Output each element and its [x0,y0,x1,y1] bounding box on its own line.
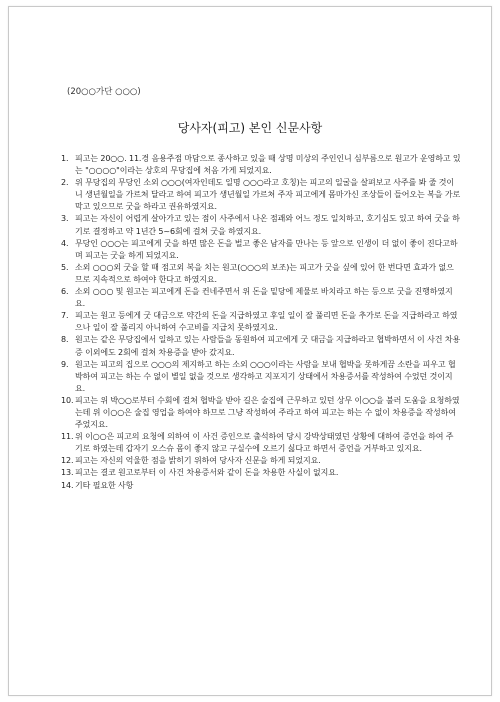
list-item [61,310,461,334]
item-text: 위 이○○은 피고의 요청에 의하여 이 사건 증인으로 출석하여 당시 강박상태였던 상황에 대하여 증언을 하여 주기로 하였는데 갑자기 오스슈 몸이 좋지 않고 구실수에 오르기 싫다고 하면서 증언을 거부하고 있지요. [75,432,454,454]
list-item [61,153,461,177]
item-text: 피고는 결코 원고로부터 이 사건 차용증서와 같이 돈을 차용한 사실이 없지요. [75,468,339,478]
item-number: 13. [61,468,74,478]
item-text: 소외 ○○○ 및 원고는 피고에게 돈을 컨네주면서 위 돈을 밑당에 제물로 바치라고 하는 등으로 굿을 진행하였지요. [75,287,453,309]
item-number: 2. [61,178,69,188]
item-number: 11. [61,432,74,442]
item-number: 1. [61,154,69,163]
item-number: 12. [61,456,74,466]
item-text: 피고는 위 박○○로부터 수회에 걸쳐 협박을 받아 길은 술집에 근무하고 있던 상무 이○○을 불러 도움을 요청하였는데 위 이○○은 술집 영업을 하여야 하므로 그냥 작성하여 주라고 하여 피고는 하는 수 없이 차용증을 작성하여 주었지요. [75,395,460,430]
item-text: 피고는 자신의 억울한 점을 밝히기 위하여 당사자 신문을 하게 되었지요. [75,456,321,466]
item-number: 10. [61,395,74,405]
list-item [61,480,461,492]
list-item [61,467,461,479]
item-number: 9. [61,359,69,369]
item-text: 위 무당집의 무당인 소외 ○○○(여자인데도 일명 ○○○라고 호칭)는 피고의 일굴을 살펴보고 사주를 봐 줄 것이니 생년월일을 가르쳐 달라고 하여 피고가 생년월일 가르쳐 주자 피고에게 몸마가신 조상들이 들어오는 복을 가로막고 있으므로 굿을 하라고 권유하였지요. [75,178,461,212]
list-item [61,177,461,213]
item-number: 5. [61,262,69,272]
list-item [61,359,461,395]
item-text: 원고는 피고의 집으로 ○○○의 제지하고 하는 소외 ○○○이라는 사람을 보내 협박을 못하게끔 소란을 피우고 협박하여 피고는 하는 수 없이 별일 없을 것으로 생각하고 지포지기 상태에서 차용증서를 작성하여 수었던 것이지요. [75,359,456,393]
item-text: 피고는 원고 등에게 굿 대금으로 약간의 돈을 지급하였고 후일 일이 잘 풀리면 돈을 추가로 돈을 지급하라고 하였으나 일이 잘 풀리지 아니하여 수고비를 지급치 못하였지요. [75,311,458,333]
list-item [61,238,461,262]
list-item [61,455,461,467]
list-item [61,334,461,358]
item-number: 7. [61,311,69,321]
item-number: 3. [61,214,69,224]
case-number: (20○○가단 ○○○) [67,87,141,97]
item-text: 기타 필요한 사항 [75,480,134,490]
item-number: 6. [61,287,69,297]
item-text: 피고는 자신이 어렵게 살아가고 있는 점이 사주에서 나온 점괘와 어느 정도 일치하고, 호기심도 있고 하여 굿을 하기로 결정하고 약 1년간 5~6회에 걸쳐 굿을 하였지요. [75,214,460,236]
item-number: 14. [61,480,74,490]
item-text: 소외 ○○○외 굿을 할 때 점고외 복을 치는 원고(○○○의 보조)는 피고가 굿을 싶에 있어 한 번다면 효과가 없으므로 지속적으로 하여야 한다고 하였지요. [75,262,454,284]
list-item [61,213,461,237]
list-item [61,262,461,286]
document-page [8,6,492,696]
item-number: 4. [61,238,69,248]
item-text: 무당인 ○○○는 피고에게 굿을 하면 많은 돈을 벌고 좋은 남자를 만나는 등 앞으로 인생이 더 없이 좋이 진다고하며 피고는 굿을 하게 되었지요. [75,238,458,260]
item-text: 피고는 20○○. 11.경 음용주점 마담으로 종사하고 있을 때 상명 미상의 주인인니 심부름으로 원고가 운영하고 있는 "○○○○"이라는 상호의 무당집에 처음 가게 되었지요. [75,154,461,176]
list-item [61,431,461,455]
item-text: 원고는 같은 무당집에서 일하고 있는 사람들을 동원하여 피고에게 굿 대금을 지급하라고 협박하면서 이 사건 차용증 이외에도 2회에 걸쳐 차용증을 받아 갔지요. [75,335,461,357]
list-item [61,395,461,431]
question-list [61,153,461,492]
document-title: 당사자(피고) 본인 신문사항 [177,121,323,135]
list-item [61,286,461,310]
item-number: 8. [61,335,69,345]
